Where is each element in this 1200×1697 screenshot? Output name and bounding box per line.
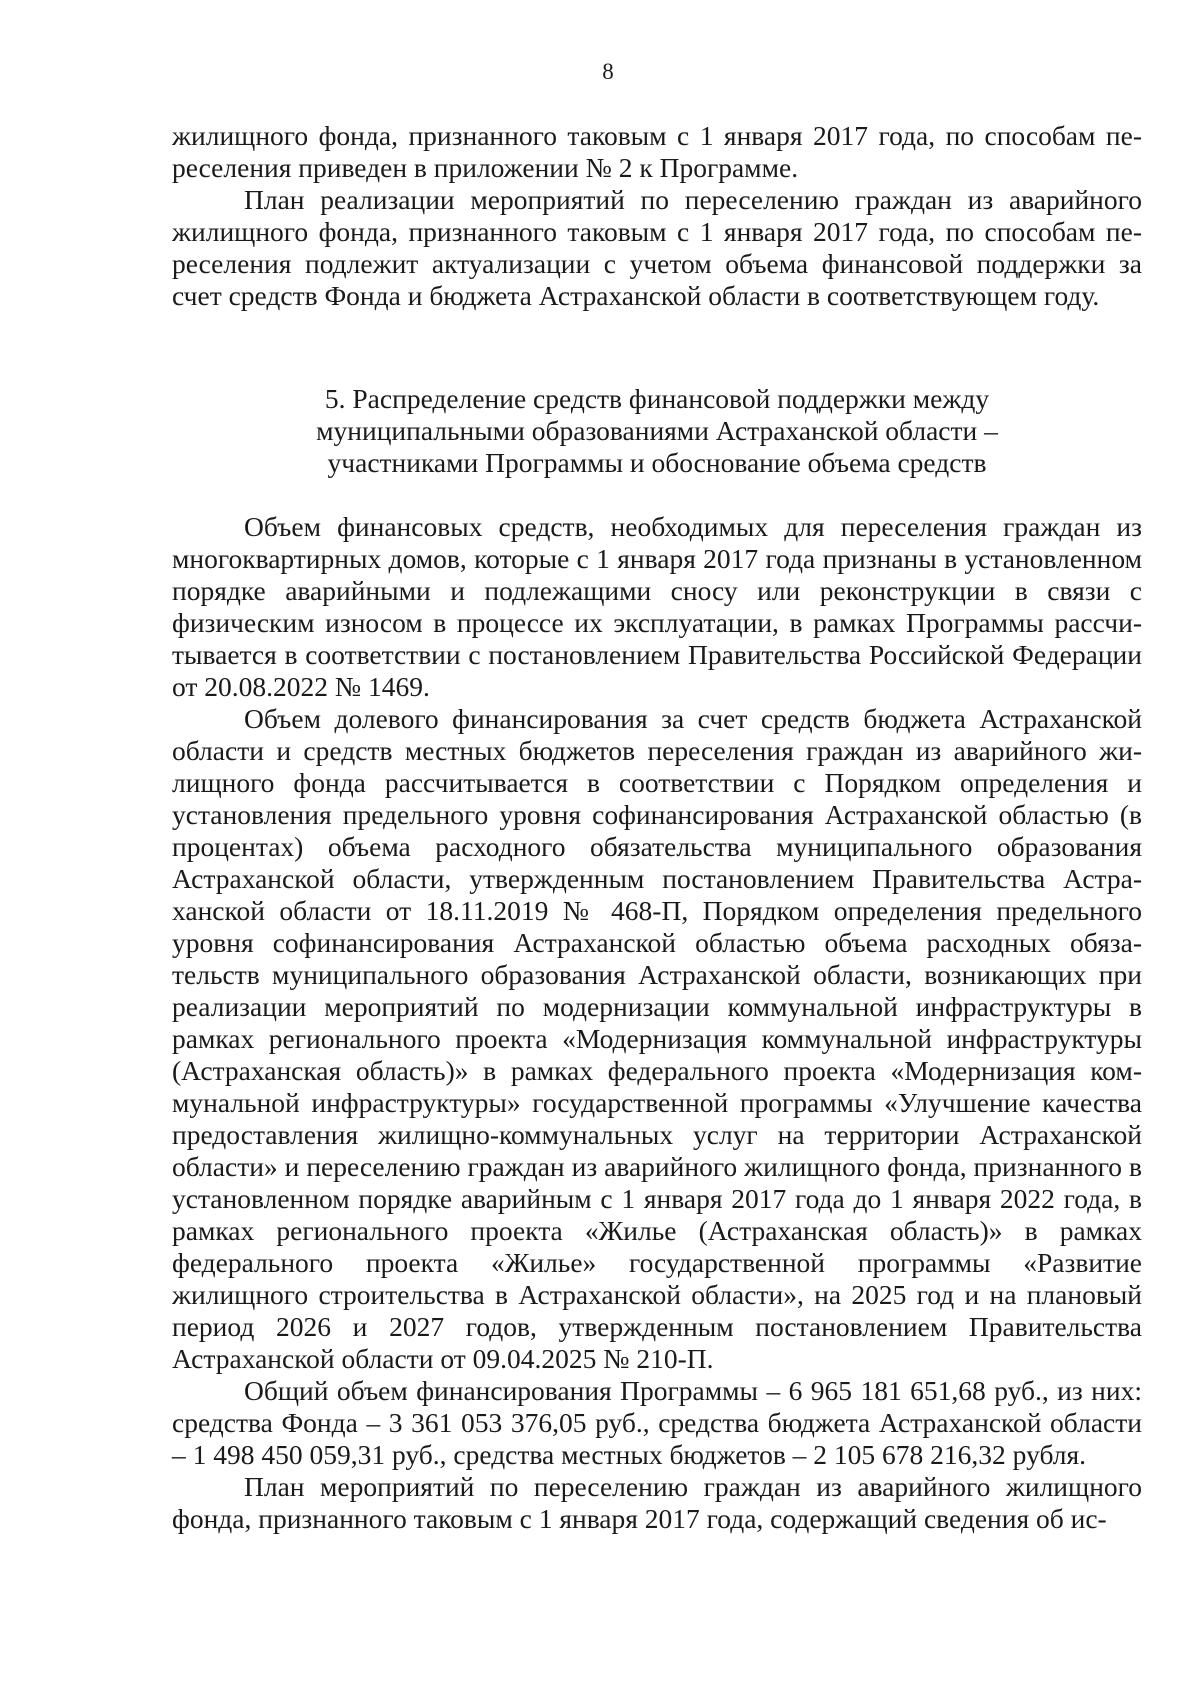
section-heading — [172, 383, 1142, 479]
page-number: 8 — [602, 59, 614, 84]
paragraph-total-financing: Общий объем финансирования Программы – 6 965 181 651,68 руб., из них: средства Фонда – 3 361 053 376,05 руб., средства бюджета Астраханской области – 1 498 450 059,31 руб., средства местных бюджетов – 2 105 678 216,32 рубля. — [172, 1375, 1142, 1470]
paragraph-plan-update: План реализации мероприятий по переселению граждан из аварийного жилищного фонда, признанного таковым с 1 января 2017 года, по способам переселения подлежит актуализации с учетом объема финансовой поддержки за счет средств Фонда и бюджета Астраханской области в соответствующем году. — [172, 184, 1142, 311]
paragraph-continuation: жилищного фонда, признанного таковым с 1 января 2017 года, по способам переселения приведен в приложении № 2 к Программе. — [172, 120, 1142, 183]
paragraph-financial-volume: Объем финансовых средств, необходимых для переселения граждан из многоквартирных домов, которые с 1 января 2017 года признаны в установленном порядке аварийными и подлежащими сносу или реконструкции в связи с физическим износом в процессе их эксплуатации, в рамках Программы рассчитывается в соответствии с постановлением Правительства Российской Федерации от 20.08.2022 № 1469. — [172, 511, 1142, 702]
paragraph-plan-measures: План мероприятий по переселению граждан из аварийного жилищного фонда, признанного таковым с 1 января 2017 года, содержащий сведения об ис- — [172, 1471, 1142, 1534]
section-heading-line-3: участниками Программы и обоснование объема средств — [327, 447, 987, 478]
section-heading-line-1: 5. Распределение средств финансовой поддержки между — [324, 383, 990, 414]
section-body — [172, 511, 1142, 1535]
section-heading-line-2: муниципальными образованиями Астраханской области – — [316, 415, 998, 446]
intro-text-block — [172, 120, 1142, 312]
paragraph-cofinancing: Объем долевого финансирования за счет средств бюджета Астраханской области и средств местных бюджетов переселения граждан из аварийного жилищного фонда рассчитывается в соответствии с Порядком определения и установления предельного уровня софинансирования Астраханской областью (в процентах) объема расходного обязательства муниципального образования Астраханской области, утвержденным постановлением Правительства Астраханской области от 18.11.2019 № 468-П, Порядком определения предельного уровня софинансирования Астраханской областью объема расходных обязательств муниципального образования Астраханской области, возникающих при реализации мероприятий по модернизации коммунальной инфраструктуры в рамках регионального проекта «Модернизация коммунальной инфраструктуры (Астраханская область)» в рамках федерального проекта «Модернизация коммунальной инфраструктуры» государственной программы «Улучшение качества предоставления жилищно-коммунальных услуг на территории Астраханской области» и переселению граждан из аварийного жилищного фонда, признанного в установленном порядке аварийным с 1 января 2017 года до 1 января 2022 года, в рамках регионального проекта «Жилье (Астраханская область)» в рамках федерального проекта «Жилье» государственной программы «Развитие жилищного строительства в Астраханской области», на 2025 год и на плановый период 2026 и 2027 годов, утвержденным постановлением Правительства Астраханской области от 09.04.2025 № 210-П. — [172, 703, 1142, 1374]
